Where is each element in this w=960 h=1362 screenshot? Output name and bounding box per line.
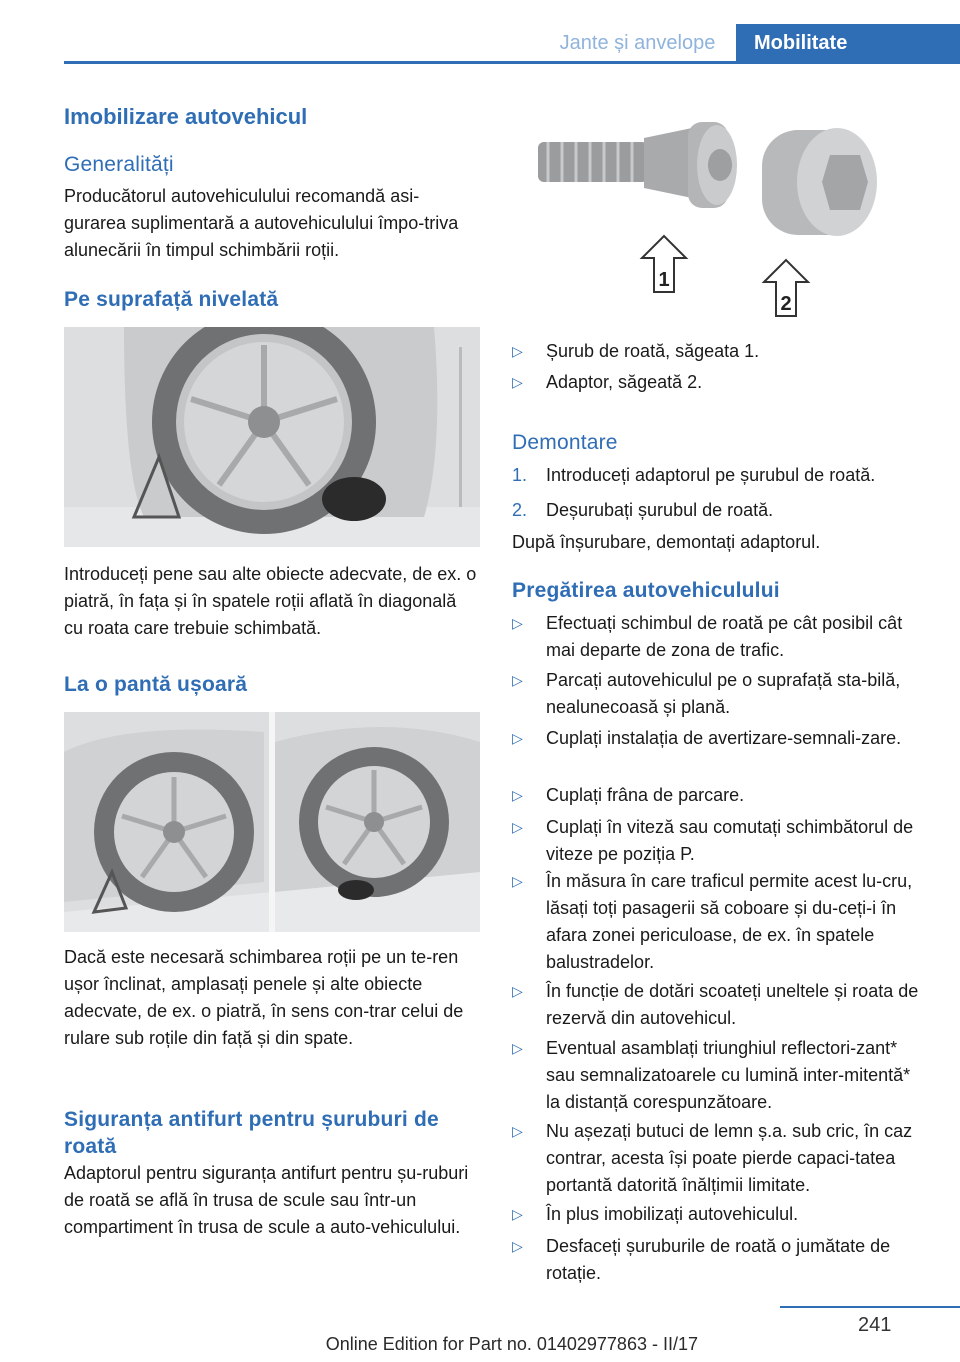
step-number: 2. bbox=[512, 500, 528, 520]
list-item-text: În măsura în care traficul permite acest lu-cru, lăsați toți pasagerii să coboare și du-ceți-i în afara zonei periculoase, de ex. în spatele balustradelor. bbox=[546, 871, 913, 972]
list-item-text: Cuplați în viteză sau comutați schimbătorul de viteze pe poziția P. bbox=[546, 817, 914, 864]
level-ground-wheel-image bbox=[64, 327, 480, 547]
list-item-text: Parcați autovehiculul pe o suprafață sta-bilă, nealunecoasă și plană. bbox=[546, 670, 901, 717]
figure-label-2: 2 bbox=[780, 293, 792, 315]
removal-note: După înșurubare, demontați adaptorul. bbox=[512, 532, 821, 552]
lock-text: Adaptorul pentru siguranța antifurt pentru șu-ruburi de roată se află în trusa de scule sau într-un compartiment în trusa de scule a auto-vehiculului. bbox=[64, 1163, 469, 1237]
page-number: 241 bbox=[858, 1314, 892, 1336]
list-item-text: Nu așezați butuci de lemn ș.a. sub cric, în caz contrar, acesta își poate pierde capaci-tatea portantă datorită înălțimii limitate. bbox=[546, 1121, 913, 1195]
bullet-marker-icon: ▷ bbox=[512, 615, 523, 631]
list-item-text: Șurub de roată, săgeata 1. bbox=[546, 341, 760, 361]
general-text: Producătorul autovehiculului recomandă asi-gurarea suplimentară a autovehiculului împo-triva alunecării în timpul schimbării roții. bbox=[64, 186, 459, 260]
list-item-text: În funcție de dotări scoateți uneltele și roata de rezervă din autovehicul. bbox=[546, 981, 919, 1028]
edition-note: Online Edition for Part no. 01402977863 - II/17 bbox=[325, 1334, 698, 1354]
list-item bbox=[512, 610, 928, 668]
bullet-marker-icon: ▷ bbox=[512, 873, 523, 889]
section-tab-label: Jante și anvelope bbox=[559, 31, 716, 54]
general-heading: Generalități bbox=[64, 153, 174, 176]
step-number: 1. bbox=[512, 465, 528, 485]
bullet-marker-icon: ▷ bbox=[512, 1238, 523, 1254]
list-item-text: Cuplați instalația de avertizare-semnali-zare. bbox=[546, 728, 902, 748]
list-item-text: Introduceți adaptorul pe șurubul de roată. bbox=[546, 465, 876, 485]
bullet-marker-icon: ▷ bbox=[512, 343, 523, 359]
list-item-text: În plus imobilizați autovehiculul. bbox=[546, 1204, 799, 1224]
bullet-marker-icon: ▷ bbox=[512, 819, 523, 835]
slope-heading: La o pantă ușoară bbox=[64, 673, 248, 696]
lock-heading: Siguranța antifurt pentru șuruburi de roată bbox=[64, 1108, 439, 1158]
list-item-text: Deșurubați șurubul de roată. bbox=[546, 500, 774, 520]
list-item-text: Eventual asamblați triunghiul reflectori-zant* sau semnalizatoarele cu lumină inter-mitentă* la distanță corespunzătoare. bbox=[546, 1038, 911, 1112]
list-item-text: Desfaceți șuruburile de roată o jumătate de rotație. bbox=[546, 1236, 891, 1283]
bullet-marker-icon: ▷ bbox=[512, 1206, 523, 1222]
chapter-tab-label: Mobilitate bbox=[754, 31, 848, 54]
removal-heading: Demontare bbox=[512, 431, 618, 454]
slope-wheels-image bbox=[64, 712, 480, 932]
level-text: Introduceți pene sau alte obiecte adecvate, de ex. o piatră, în fața și în spatele roții aflată în diagonală cu roata care trebuie schimbată. bbox=[64, 564, 477, 638]
header-section-tab bbox=[540, 24, 735, 62]
bullet-marker-icon: ▷ bbox=[512, 730, 523, 746]
header-chapter-tab bbox=[736, 24, 960, 62]
list-item-text: Cuplați frâna de parcare. bbox=[546, 785, 745, 805]
bullet-marker-icon: ▷ bbox=[512, 374, 523, 390]
page-title: Imobilizare autovehicul bbox=[64, 104, 308, 129]
figure-label-1: 1 bbox=[658, 269, 670, 291]
slope-text: Dacă este necesară schimbarea roții pe un te-ren ușor înclinat, amplasați penele și alte obiecte adecvate, de ex. o piatră, în sens con-trar celui de rulare sub roțile din față și din spate. bbox=[64, 947, 464, 1048]
prep-heading: Pregătirea autovehiculului bbox=[512, 579, 780, 602]
bullet-marker-icon: ▷ bbox=[512, 672, 523, 688]
level-heading: Pe suprafață nivelată bbox=[64, 288, 279, 311]
bullet-marker-icon: ▷ bbox=[512, 1123, 523, 1139]
wheel-bolt-adapter-image bbox=[512, 110, 928, 320]
header-rule bbox=[64, 61, 960, 64]
bullet-marker-icon: ▷ bbox=[512, 787, 523, 803]
bullet-marker-icon: ▷ bbox=[512, 1040, 523, 1056]
footer-rule bbox=[780, 1306, 960, 1308]
list-item-text: Efectuați schimbul de roată pe cât posibil cât mai departe de zona de trafic. bbox=[546, 613, 903, 660]
list-item-text: Adaptor, săgeată 2. bbox=[546, 372, 703, 392]
bullet-marker-icon: ▷ bbox=[512, 983, 523, 999]
